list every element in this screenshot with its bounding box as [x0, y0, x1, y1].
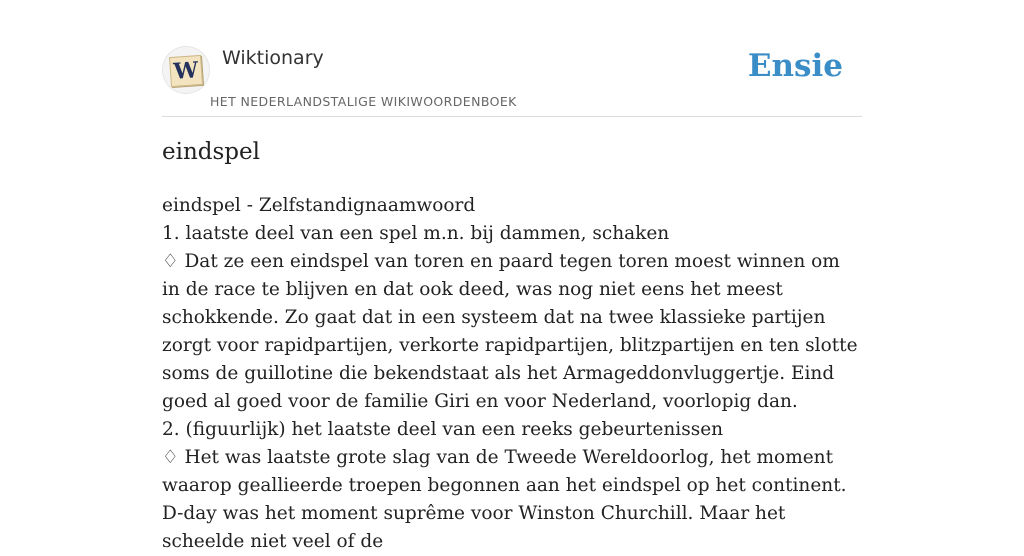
ensie-brand-logo[interactable]: Ensie — [747, 48, 843, 84]
wiktionary-logo-tile-icon: W — [169, 55, 203, 87]
page-title: eindspel — [162, 139, 260, 165]
definition-body — [162, 192, 862, 556]
sense-2: 2. (figuurlijk) het laatste deel van een reeks gebeurtenissen — [162, 419, 724, 440]
example-2: ♢ Het was laatste grote slag van de Tweede Wereldoorlog, het moment waarop geallieerde troepen begonnen aan het eindspel op het continent. D-day was het moment suprême voor Winston Churchill. Maar het scheelde niet veel of de — [162, 447, 847, 552]
example-1: ♢ Dat ze een eindspel van toren en paard tegen toren moest winnen om in de race te blijven en dat ook deed, was nog niet eens het meest schokkende. Zo gaat dat in een systeem dat na twee klassieke partijen zorgt voor rapidpartijen, verkorte rapidpartijen, blitzpartijen en ten slotte soms de guillotine die bekendstaat als het Armageddonvluggertje. Eind goed al goed voor de familie Giri en voor Nederland, voorlopig dan. — [162, 251, 858, 412]
site-subtitle: HET NEDERLANDSTALIGE WIKIWOORDENBOEK — [210, 94, 517, 109]
wiktionary-logo[interactable] — [162, 46, 210, 94]
site-name[interactable]: Wiktionary — [222, 47, 324, 69]
sense-1: 1. laatste deel van een spel m.n. bij dammen, schaken — [162, 223, 670, 244]
site-header — [162, 44, 862, 117]
part-of-speech-line: eindspel - Zelfstandignaamwoord — [162, 195, 476, 216]
